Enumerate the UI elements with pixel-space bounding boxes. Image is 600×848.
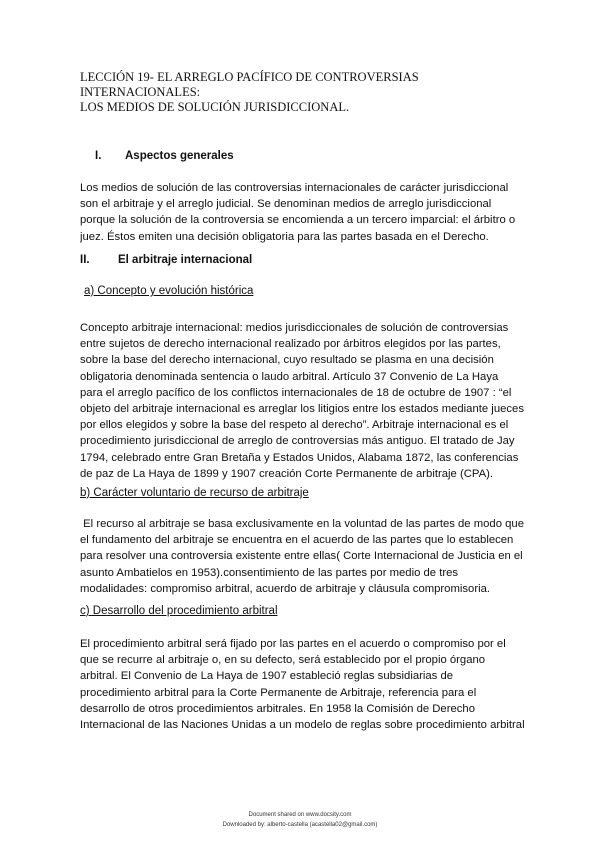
text-line: modalidades: compromiso arbitral, acuerdo de arbitraje y cláusula compromisoria. [80, 582, 491, 595]
title-line-2: INTERNACIONALES: [80, 85, 201, 99]
subsection-b-paragraph [80, 516, 525, 597]
section-2-heading [80, 254, 252, 266]
title-line-1: LECCIÓN 19- EL ARREGLO PACÍFICO DE CONTROVERSIAS [80, 70, 419, 84]
section-1-paragraph [80, 180, 525, 245]
text-line: son el arbitraje y el arreglo judicial. Se denominan medios de arreglo jurisdiccional [80, 198, 492, 211]
text-line: entre sujetos de derecho internacional realizado por árbitros elegidos por las partes, [80, 338, 501, 351]
subsection-a-heading: a) Concepto y evolución histórica [84, 285, 254, 297]
subsection-a-paragraph [80, 320, 525, 482]
text-line: Concepto arbitraje internacional: medios jurisdiccionales de solución de controversias [80, 322, 509, 334]
text-line: el fundamento del arbitraje se encuentra en el acuerdo de las partes que lo establecen [80, 534, 514, 547]
text-line: El procedimiento arbitral será fijado por las partes en el acuerdo o compromiso por el [80, 638, 506, 650]
title-line-3: LOS MEDIOS DE SOLUCIÓN JURISDICCIONAL. [80, 100, 350, 114]
text-line: procedimiento jurisdiccional de arreglo de controversias más antiguo. El tratado de Jay [80, 435, 515, 448]
text-line: desarrollo de otros procedimientos arbitrales. En 1958 la Comisión de Derecho [80, 702, 475, 715]
text-line: El recurso al arbitraje se basa exclusivamente en la voluntad de las partes de modo que [80, 518, 524, 530]
text-line: para el arreglo pacífico de los conflictos internacionales de 18 de octubre de 1907 : “el [80, 386, 512, 399]
text-line: Los medios de solución de las controversias internacionales de carácter jurisdiccional [80, 182, 509, 194]
text-line: por ellos elegidos y sobre la base del respeto al derecho”. Arbitraje internacional es el [80, 419, 509, 432]
footer-shared-notice: Document shared on www.docsity.com [248, 812, 352, 818]
text-line: Internacional de las Naciones Unidas a un modelo de reglas sobre procedimiento arbitral [80, 719, 525, 732]
text-line: procedimiento arbitral para la Corte Permanente de Arbitraje, referencia para el [80, 686, 477, 699]
section-1-number: I. [95, 150, 102, 162]
footer-download-notice: Downloaded by: alberto-castella (acastella02@gmail.com) [222, 822, 378, 828]
text-line: para resolver una controversia existente entre ellas( Corte Internacional de Justicia en el [80, 550, 523, 563]
section-1-heading [95, 150, 234, 162]
subsection-c-heading: c) Desarrollo del procedimiento arbitral [80, 605, 278, 617]
lesson-title [80, 70, 520, 115]
text-line: de paz de La Haya de 1899 y 1907 creación Corte Permanente de arbitraje (CPA). [80, 467, 493, 480]
text-line: objeto del arbitraje internacional es arreglar los litigios entre los estados mediante jueces [80, 403, 524, 416]
text-line: juez. Éstos emiten una decisión obligatoria para las partes basada en el Derecho. [80, 230, 489, 243]
section-2-number: II. [80, 254, 90, 266]
section-2-title: El arbitraje internacional [118, 254, 253, 266]
text-line: porque la solución de la controversia se encomienda a un tercero imparcial: el árbitro o [80, 214, 516, 227]
subsection-b-heading: b) Carácter voluntario de recurso de arbitraje [80, 487, 309, 499]
text-line: 1794, celebrado entre Gran Bretaña y Estados Unidos, Alabama 1872, las conferencias [80, 451, 519, 464]
text-line: obligatoria denominada sentencia o laudo arbitral. Artículo 37 Convenio de La Haya [80, 370, 499, 383]
text-line: sobre la base del derecho internacional, cuyo resultado se plasma en una decisión [80, 354, 494, 367]
text-line: asunto Ambatielos en 1953).consentimiento de las partes por medio de tres [80, 566, 459, 579]
text-line: arbitral. El Convenio de La Haya de 1907 estableció reglas subsidiarias de [80, 670, 454, 683]
text-line: que se recurre al arbitraje o, en su defecto, será establecido por el propio órgano [80, 654, 486, 667]
section-1-title: Aspectos generales [125, 150, 234, 162]
subsection-c-paragraph [80, 636, 525, 733]
